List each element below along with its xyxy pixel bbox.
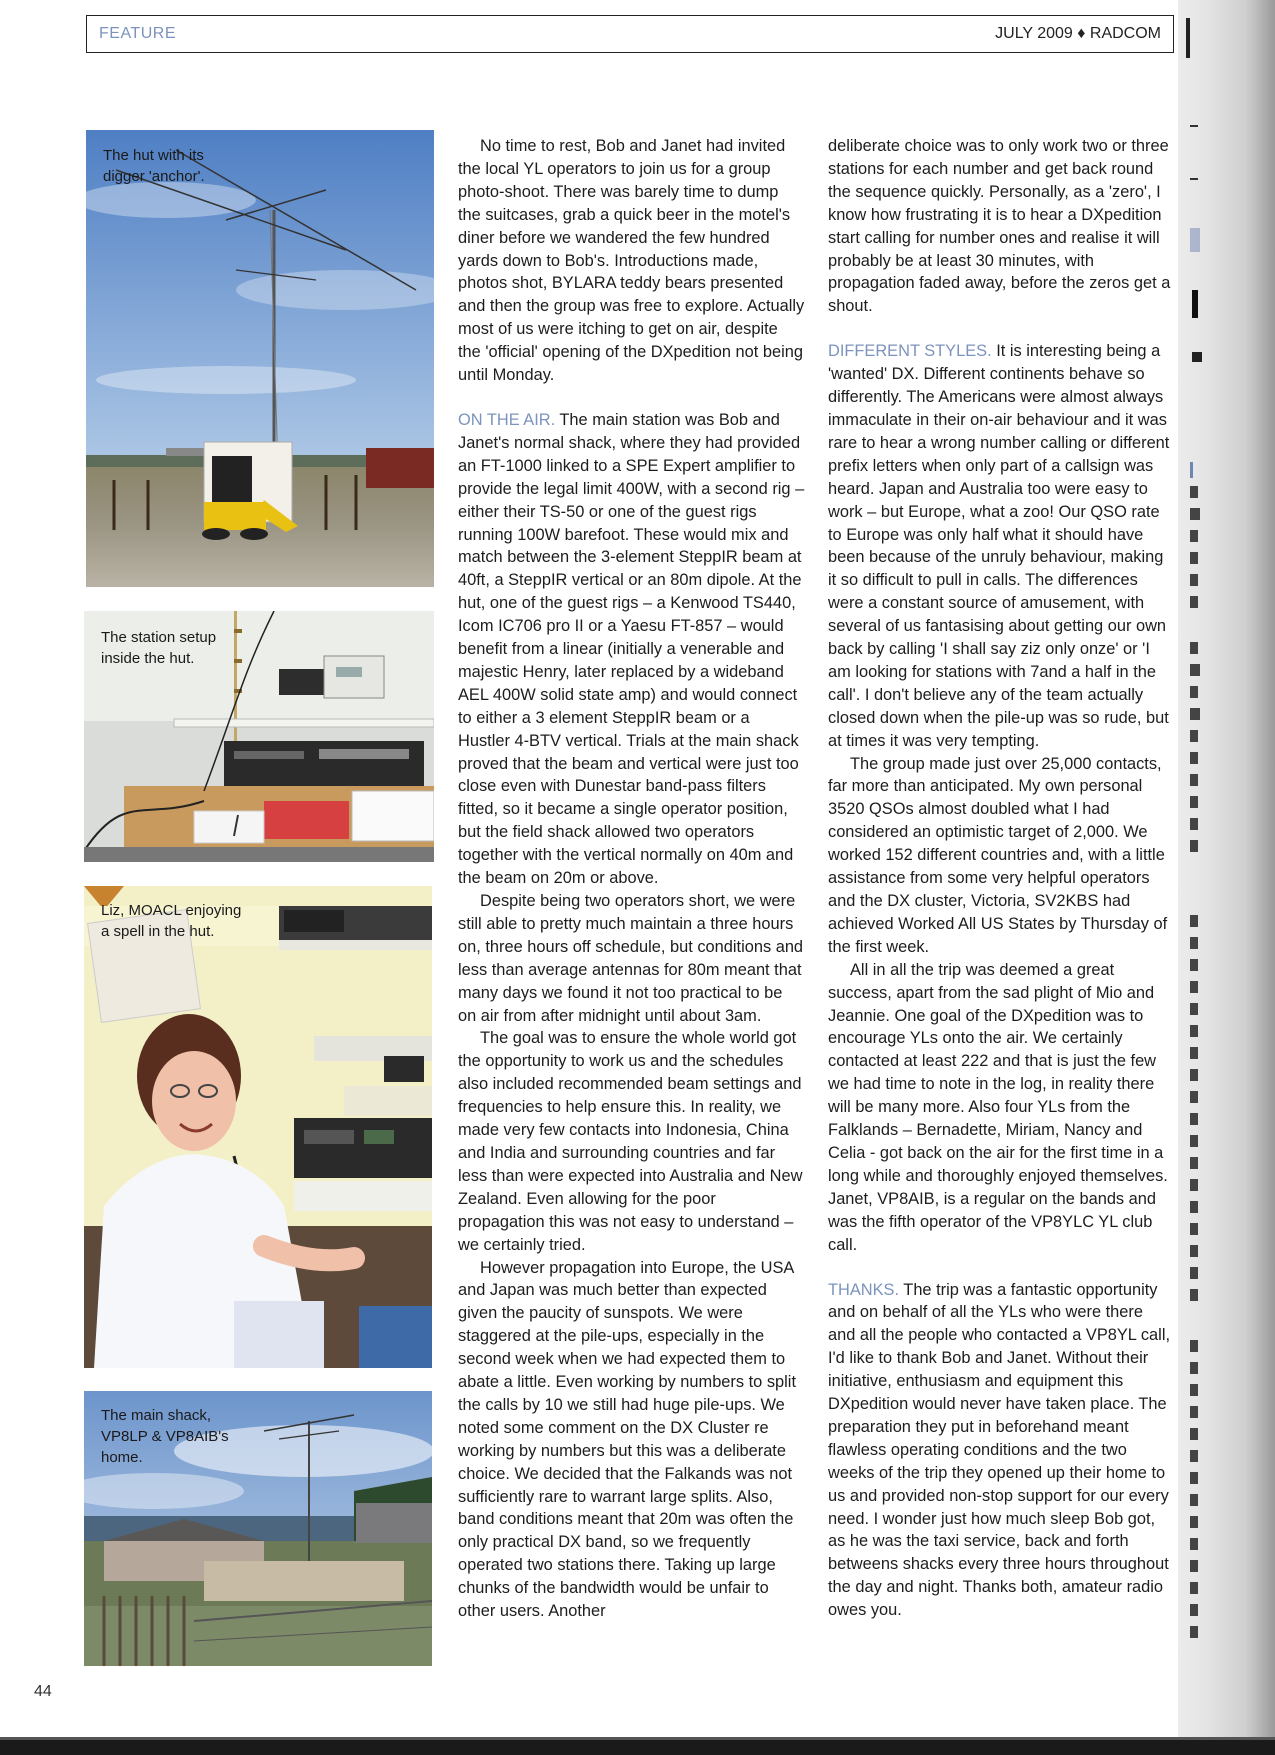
paragraph-propagation: However propagation into Europe, the USA and Japan was much better than expected given the paucity of sunspots. We were staggered at the pile-ups, especially in the second week when we had expected them to abate a little. Even working by numbers to split the calls by 10 we still had huge pile-ups. We noted some comment on the DX Cluster re working by numbers but this was a deliberate choice. We decided that the Falkands was not sufficiently rare to warrant large splits. Also, band conditions meant that 20m was often the only practical DX band, so we frequently operated two stations there. Taking up large chunks of the bandwidth would be unfair to other users. Another [458,1258,797,1621]
bottom-scan-edge [0,1737,1275,1755]
paragraph-different-styles: DIFFERENT STYLES. It is interesting being a 'wanted' DX. Different continents behave so differently. The Americans were almost always immaculate in their on-air behaviour and it was rare to hear a wrong number calling or different prefix letters when only part of a callsign was heard. Japan and Australia too were easy to work – but Europe, what a zoo! Our QSO rate to Europe was only half what it should have been because of the unruly behaviour, making it so difficult to pull in calls. The differences were a constant source of amusement, with several of us fantasising about getting our own back by calling 'I shall say ziz only onze' or 'I am looking for stations with 7and a half in the call'. I don't believe any of the team actually closed down when the pile-up was so rude, but at times it was very tempting. [828,342,1170,750]
article-column-2 [828,135,1174,1622]
facing-page-glyphs [1178,0,1275,1755]
page-number: 44 [34,1683,52,1700]
photo-operator-liz [84,886,432,1368]
article-column-1 [458,135,805,1623]
operator-liz-image [84,886,432,1368]
paragraph-success: All in all the trip was deemed a great success, apart from the sad plight of Mio and Jeannie. One goal of the DXpedition was to encourage YLs onto the air. We certainly contacted at least 222 and that is just the few we had time to note in the log, in reality there will be many more. Also four YLs from the Falklands – Bernadette, Miriam, Nancy and Celia - got back on the air for the first time in a long while and thoroughly enjoyed themselves. Janet, VP8AIB, is a regular on the bands and was the fifth operator of the VP8YLC YL club call. [828,960,1168,1254]
photo-hut-digger [86,130,434,587]
kicker-on-the-air: ON THE AIR. [458,410,556,429]
facing-page-edge [1178,0,1275,1755]
hut-digger-image [86,130,434,587]
caption-main-shack: The main shack, VP8LP & VP8AIB's home. [101,1407,229,1466]
caption-station: The station setup inside the hut. [101,629,217,667]
paragraph-goal: The goal was to ensure the whole world got the opportunity to work us and the schedules also included recommended beam settings and frequencies to help ensure this. In reality, we made very few contacts into Indonesia, China and India and surrounding countries and far less than were expected into Australia and New Zealand. Even allowing for the poor propagation this was not easy to understand – we certainly tried. [458,1029,803,1254]
paragraph-contacts: The group made just over 25,000 contacts, far more than anticipated. My own personal 3520 QSOs almost doubled what I had considered an optimistic target of 2,000. We worked 152 different countries and, with a little assistance from some very helpful operators and the DX cluster, Victoria, SV2KBS had achieved Worked All US States by Thursday of the first week. [828,754,1168,956]
issue-label: JULY 2009 ♦ RADCOM [995,25,1161,42]
kicker-thanks: THANKS. [828,1280,900,1299]
page-header [86,15,1174,53]
paragraph-thanks: THANKS. The trip was a fantastic opportunity and on behalf of all the YLs who were there and all the people who contacted a VP8YL call, I'd like to thank Bob and Janet. Without their initiative, enthusiasm and equipment this DXpedition would never have taken place. The preparation they put in beforehand meant flawless operating conditions and the two weeks of the trip they opened up their home to us and provided non-stop support for our every need. I wonder just how much sleep Bob got, as he was the taxi service, back and forth betweens shacks every three hours throughout the day and night. Thanks both, amateur radio owes you. [828,1280,1171,1620]
section-label: FEATURE [99,25,176,42]
paragraph-on-the-air: ON THE AIR. The main station was Bob and Janet's normal shack, where they had provided an FT-1000 linked to a SPE Expert amplifier to provide the legal limit 400W, with a second rig – either their TS-50 or one of the guest rigs running 100W barefoot. These would mix and match between the 3-element SteppIR beam at 40ft, a SteppIR vertical or an 80m dipole. At the hut, one of the guest rigs – a Kenwood TS440, Icom IC706 pro II or a Yaesu FT-857 – would benefit from a linear (initially a venerable and majestic Henry, later replaced by a wideband AEL 400W solid state amp) and would connect to either a 3 element SteppIR beam or a Hustler 4-BTV vertical. Trials at the main shack proved that the beam and vertical were just too close even with Dunestar band-pass filters fitted, so it became a single operator position, but the field shack allowed two operators together with the vertical normally on 40m and the beam on 20m or above. [458,410,805,888]
kicker-different-styles: DIFFERENT STYLES. [828,342,992,361]
photo-main-shack [84,1391,432,1666]
caption-liz: Liz, MOACL enjoying a spell in the hut. [101,902,242,940]
caption-hut: The hut with its digger 'anchor'. [103,147,205,185]
paragraph-deliberate-choice: deliberate choice was to only work two or three stations for each number and get back round the sequence quickly. Personally, as a 'zero', I know how frustrating it is to hear a DXpedition start calling for number ones and realise it will probably be at least 30 minutes, with propagation faded away, before the zeros get a shout. [828,137,1171,316]
paragraph-arrival: No time to rest, Bob and Janet had invited the local YL operators to join us for a group photo-shoot. There was barely time to dump the suitcases, grab a quick beer in the motel's diner before we wandered the few hundred yards down to Bob's. Introductions made, photos shot, BYLARA teddy bears presented and then the group was free to explore. Actually most of us were itching to get on air, despite the 'official' opening of the DXpedition not being until Monday. [458,137,805,385]
photo-station-setup [84,611,434,862]
paragraph-schedule: Despite being two operators short, we were still able to pretty much maintain a three hours on, three hours off schedule, but conditions and less than average antennas for 80m meant that many days we found it not too practical to be on air from after midnight until about 3am. [458,892,804,1025]
